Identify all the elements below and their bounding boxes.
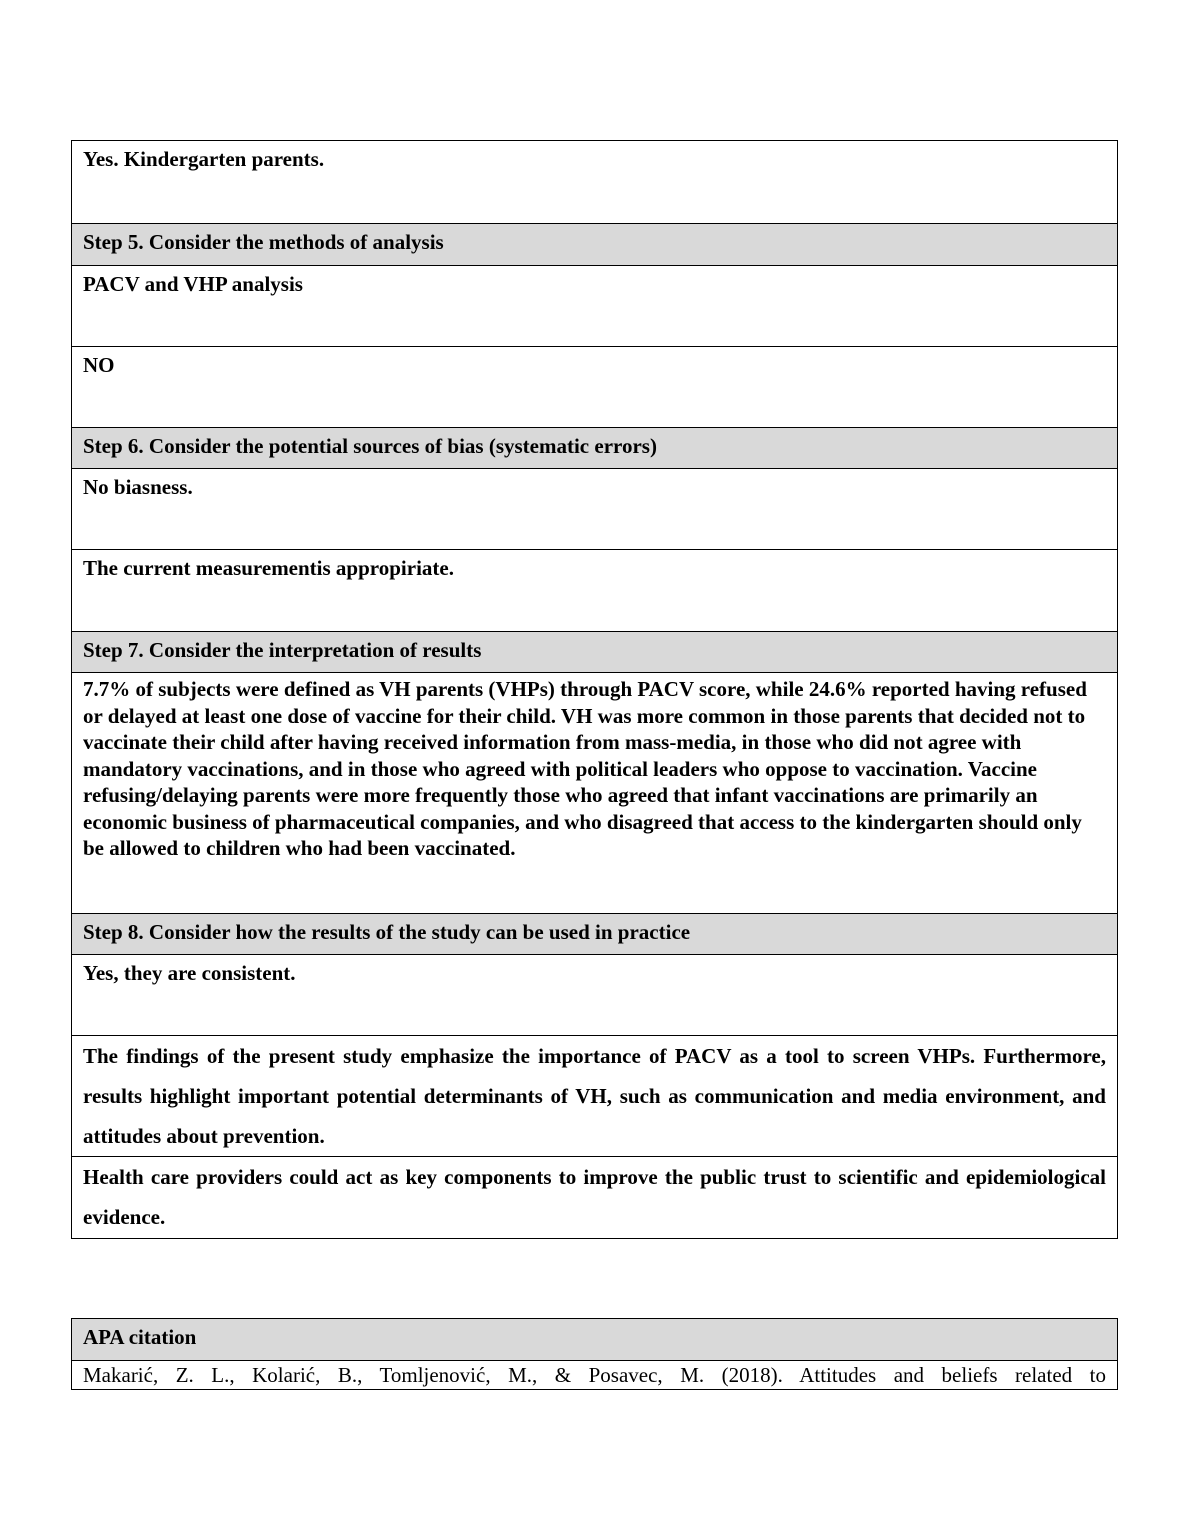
- answer-row: Yes, they are consistent.: [72, 954, 1117, 1035]
- answer-row: Yes. Kindergarten parents.: [83, 147, 325, 171]
- step-header-5: Step 5. Consider the methods of analysis: [72, 223, 1117, 265]
- interpretation-paragraph: 7.7% of subjects were defined as VH parents (VHPs) through PACV score, while 24.6% reported having refused or delayed at least one dose of vaccine for their child. VH was more common in those parents that decided not to vaccinate their child after having received information from mass-media, in those who did not agree with mandatory vaccinations, and in those who agreed with political leaders who oppose to vaccination. Vaccine refusing/delaying parents were more frequently those who agreed that infant vaccinations are primarily an economic business of pharmaceutical companies, and who disagreed that access to the kindergarten should only be allowed to children who had been vaccinated.: [72, 672, 1117, 913]
- answer-row: NO: [72, 346, 1117, 427]
- answer-row: The current measurementis appropiriate.: [72, 549, 1117, 631]
- step-header-6: Step 6. Consider the potential sources of bias (systematic errors): [72, 427, 1117, 468]
- findings-paragraph: The findings of the present study emphasize the importance of PACV as a tool to screen VHPs. Furthermore, results highlight important potential determinants of VH, such as communication and media environment, and attitudes about prevention.: [72, 1035, 1117, 1156]
- citation-text: Makarić, Z. L., Kolarić, B., Tomljenović, M., & Posavec, M. (2018). Attitudes and beliefs related to: [72, 1360, 1117, 1389]
- appraisal-table: [71, 140, 1118, 1239]
- step-header-8: Step 8. Consider how the results of the study can be used in practice: [72, 913, 1117, 954]
- citation-table: [71, 1318, 1118, 1390]
- answer-row: No biasness.: [72, 468, 1117, 549]
- answer-row: PACV and VHP analysis: [72, 265, 1117, 346]
- citation-header: APA citation: [72, 1319, 1117, 1360]
- step-header-7: Step 7. Consider the interpretation of results: [72, 631, 1117, 672]
- practice-paragraph: Health care providers could act as key components to improve the public trust to scientific and epidemiological evidence.: [72, 1156, 1117, 1238]
